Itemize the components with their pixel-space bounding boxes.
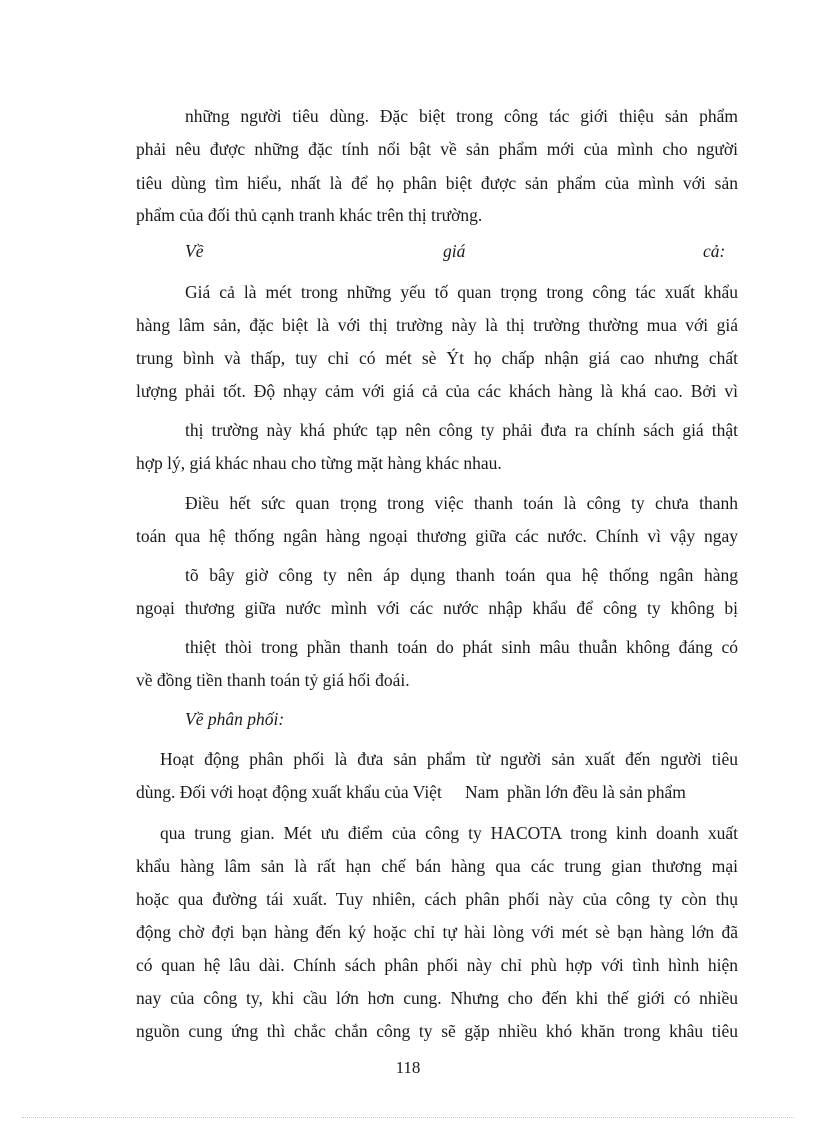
page-number: 118	[395, 1058, 421, 1077]
text-line-content: nay của công ty, khi cầu lớn hơn cung. Nhưng cho đến khi thế giới có nhiều	[136, 988, 738, 1008]
text-line-content: về đồng tiền thanh toán tỷ giá hối đoái.	[136, 670, 410, 690]
text-line-content: khẩu hàng lâm sản là rất hạn chế bán hàng qua các trung gian thương mại	[136, 856, 738, 876]
text-line-content: lượng phải tốt. Độ nhạy cảm với giá cả của các khách hàng là khá cao. Bởi vì	[136, 381, 738, 401]
text-line-content: phần lớn đều là sản phẩm	[507, 782, 686, 802]
text-line-content: thiệt thòi trong phần thanh toán do phát sinh mâu thuẫn không đáng có	[185, 637, 738, 657]
text-line-content: dùng. Đối với hoạt động xuất khẩu của Việt	[136, 782, 442, 802]
text-line-content: thị trường này khá phức tạp nên công ty phải đưa ra chính sách giá thật	[185, 420, 738, 440]
text-line-content: hoặc qua đường tái xuất. Tuy nhiên, cách phân phối này của công ty còn thụ	[136, 889, 738, 909]
text-word-nam: Nam	[465, 782, 500, 802]
text-line-content: phẩm của đối thủ cạnh tranh khác trên thị trường.	[136, 205, 483, 225]
text-line-content: hàng lâm sản, đặc biệt là với thị trường này là thị trường thường mua với giá	[136, 315, 738, 335]
text-line-content: Hoạt động phân phối là đưa sản phẩm từ người sản xuất đến người tiêu	[160, 749, 738, 769]
text-line-content: toán qua hệ thống ngân hàng ngoại thương giữa các nước. Chính vì vậy ngay	[136, 526, 738, 546]
heading-word: giá	[443, 241, 466, 261]
text-line-content: hợp lý, giá khác nhau cho từng mặt hàng khác nhau.	[136, 453, 502, 473]
heading-word: cả:	[703, 241, 726, 261]
text-line-content: những người tiêu dùng. Đặc biệt trong công tác giới thiệu sản phẩm	[185, 106, 738, 126]
footer-divider	[22, 1117, 794, 1118]
text-line-content: động chờ đợi bạn hàng đến ký hoặc chỉ tự hài lòng với mét sè bạn hàng lớn đã	[136, 922, 738, 942]
text-line-content: tiêu dùng tìm hiểu, nhất là để họ phân biệt được sản phẩm của mình với sản	[136, 173, 738, 193]
text-line-content: có quan hệ lâu dài. Chính sách phân phối này chỉ phù hợp với tình hình hiện	[136, 955, 738, 975]
text-line-content: ngoại thương giữa nước mình với các nước nhập khẩu để công ty không bị	[136, 598, 738, 618]
heading-text: Về phân phối:	[185, 709, 285, 729]
text-line-content: trung bình và thấp, tuy chỉ có mét sè Ýt họ chấp nhận giá cao nhưng chất	[136, 348, 738, 368]
text-line-content: nguồn cung ứng thì chắc chắn công ty sẽ gặp nhiều khó khăn trong khâu tiêu	[136, 1021, 738, 1041]
text-line-content: Giá cả là mét trong những yếu tố quan trọng trong công tác xuất khẩu	[185, 282, 738, 302]
text-line-content: tõ bây giờ công ty nên áp dụng thanh toán qua hệ thống ngân hàng	[185, 565, 738, 585]
text-line-content: phải nêu được những đặc tính nổi bật về sản phẩm mới của mình cho người	[136, 139, 738, 159]
text-line-content: qua trung gian. Mét ưu điểm của công ty HACOTA trong kinh doanh xuất	[160, 823, 738, 843]
text-line-content: Điều hết sức quan trọng trong việc thanh toán là công ty chưa thanh	[185, 493, 738, 513]
heading-word: Về	[185, 241, 204, 261]
